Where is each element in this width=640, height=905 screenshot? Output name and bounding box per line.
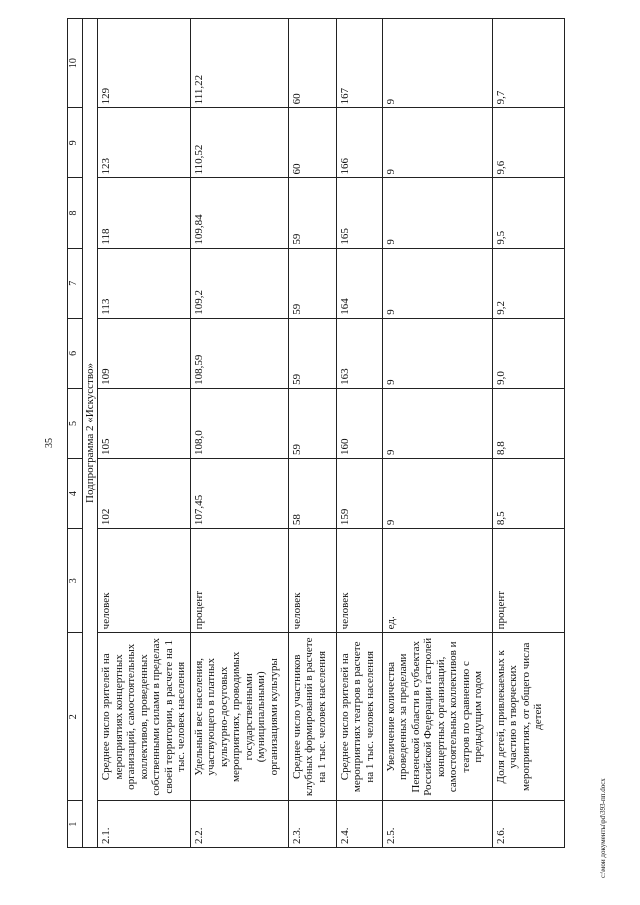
value-cell: 164 <box>336 248 382 318</box>
header-cell: 6 <box>68 318 83 388</box>
value-cell: 9,6 <box>492 108 564 178</box>
unit-cell: ед. <box>382 529 492 633</box>
value-cell: 159 <box>336 459 382 529</box>
value-cell: 160 <box>336 388 382 458</box>
header-row <box>68 19 83 848</box>
table-row <box>98 19 191 848</box>
value-cell: 109,84 <box>190 178 288 248</box>
table-row <box>382 19 492 848</box>
unit-cell: человек <box>98 529 191 633</box>
page-number: 35 <box>44 438 55 448</box>
value-cell: 118 <box>98 178 191 248</box>
row-number: 2.5. <box>382 801 492 848</box>
subprogram-row <box>83 19 98 848</box>
header-cell: 9 <box>68 108 83 178</box>
value-cell: 9,5 <box>492 178 564 248</box>
value-cell: 59 <box>288 248 336 318</box>
value-cell: 113 <box>98 248 191 318</box>
unit-cell: процент <box>492 529 564 633</box>
value-cell: 123 <box>98 108 191 178</box>
table-row <box>336 19 382 848</box>
value-cell: 9 <box>382 388 492 458</box>
row-number: 2.6. <box>492 801 564 848</box>
value-cell: 108,59 <box>190 318 288 388</box>
value-cell: 9,7 <box>492 19 564 108</box>
row-number: 2.3. <box>288 801 336 848</box>
value-cell: 110,52 <box>190 108 288 178</box>
value-cell: 60 <box>288 19 336 108</box>
value-cell: 9,0 <box>492 318 564 388</box>
indicator-name: Среднее число зрителей на мероприятиях концертных организаций, самостоятельных коллективов, проведенных собственными силами в пределах своей территории, в расчете на 1 тыс. человек населения <box>98 633 191 801</box>
header-cell: 4 <box>68 459 83 529</box>
header-cell: 8 <box>68 178 83 248</box>
value-cell: 109 <box>98 318 191 388</box>
value-cell: 129 <box>98 19 191 108</box>
value-cell: 60 <box>288 108 336 178</box>
table-rotated-wrapper <box>67 18 587 848</box>
value-cell: 109,2 <box>190 248 288 318</box>
row-number: 2.2. <box>190 801 288 848</box>
value-cell: 108,0 <box>190 388 288 458</box>
value-cell: 165 <box>336 178 382 248</box>
header-cell: 1 <box>68 801 83 848</box>
value-cell: 9,2 <box>492 248 564 318</box>
table-row <box>190 19 288 848</box>
value-cell: 105 <box>98 388 191 458</box>
value-cell: 107,45 <box>190 459 288 529</box>
header-cell: 2 <box>68 633 83 801</box>
indicators-table <box>67 18 565 848</box>
header-cell: 7 <box>68 248 83 318</box>
indicator-name: Среднее число участников клубных формирований в расчете на 1 тыс. человек населения <box>288 633 336 801</box>
row-number: 2.1. <box>98 801 191 848</box>
value-cell: 9 <box>382 248 492 318</box>
value-cell: 163 <box>336 318 382 388</box>
value-cell: 9 <box>382 318 492 388</box>
footer-file-path: c:\мои документы\pd\393-пп.docx <box>599 778 607 878</box>
value-cell: 58 <box>288 459 336 529</box>
value-cell: 9 <box>382 108 492 178</box>
header-cell: 3 <box>68 529 83 633</box>
unit-cell: процент <box>190 529 288 633</box>
indicator-name: Увеличение количества проведенных за пределами Пензенской области в субъектах Российской Федерации гастролей концертных организаций, самостоятельных коллективов и театров по сравнению с предыдущим годом <box>382 633 492 801</box>
value-cell: 59 <box>288 388 336 458</box>
subprogram-title: Подпрограмма 2 «Искусство» <box>83 19 98 848</box>
value-cell: 167 <box>336 19 382 108</box>
table-row <box>492 19 564 848</box>
indicator-name: Доля детей, привлекаемых к участию в творческих мероприятиях, от общего числа детей <box>492 633 564 801</box>
value-cell: 59 <box>288 318 336 388</box>
value-cell: 9 <box>382 19 492 108</box>
value-cell: 8,8 <box>492 388 564 458</box>
indicator-name: Удельный вес населения, участвующего в платных культурно-досуговых мероприятиях, проводимых государственными (муниципальными) организациями культуры <box>190 633 288 801</box>
indicator-name: Среднее число зрителей на мероприятиях театров в расчете на 1 тыс. человек населения <box>336 633 382 801</box>
value-cell: 59 <box>288 178 336 248</box>
value-cell: 102 <box>98 459 191 529</box>
value-cell: 166 <box>336 108 382 178</box>
header-cell: 5 <box>68 388 83 458</box>
table-row <box>288 19 336 848</box>
value-cell: 111,22 <box>190 19 288 108</box>
value-cell: 9 <box>382 459 492 529</box>
unit-cell: человек <box>336 529 382 633</box>
header-cell: 10 <box>68 19 83 108</box>
unit-cell: человек <box>288 529 336 633</box>
value-cell: 9 <box>382 178 492 248</box>
row-number: 2.4. <box>336 801 382 848</box>
value-cell: 8,5 <box>492 459 564 529</box>
